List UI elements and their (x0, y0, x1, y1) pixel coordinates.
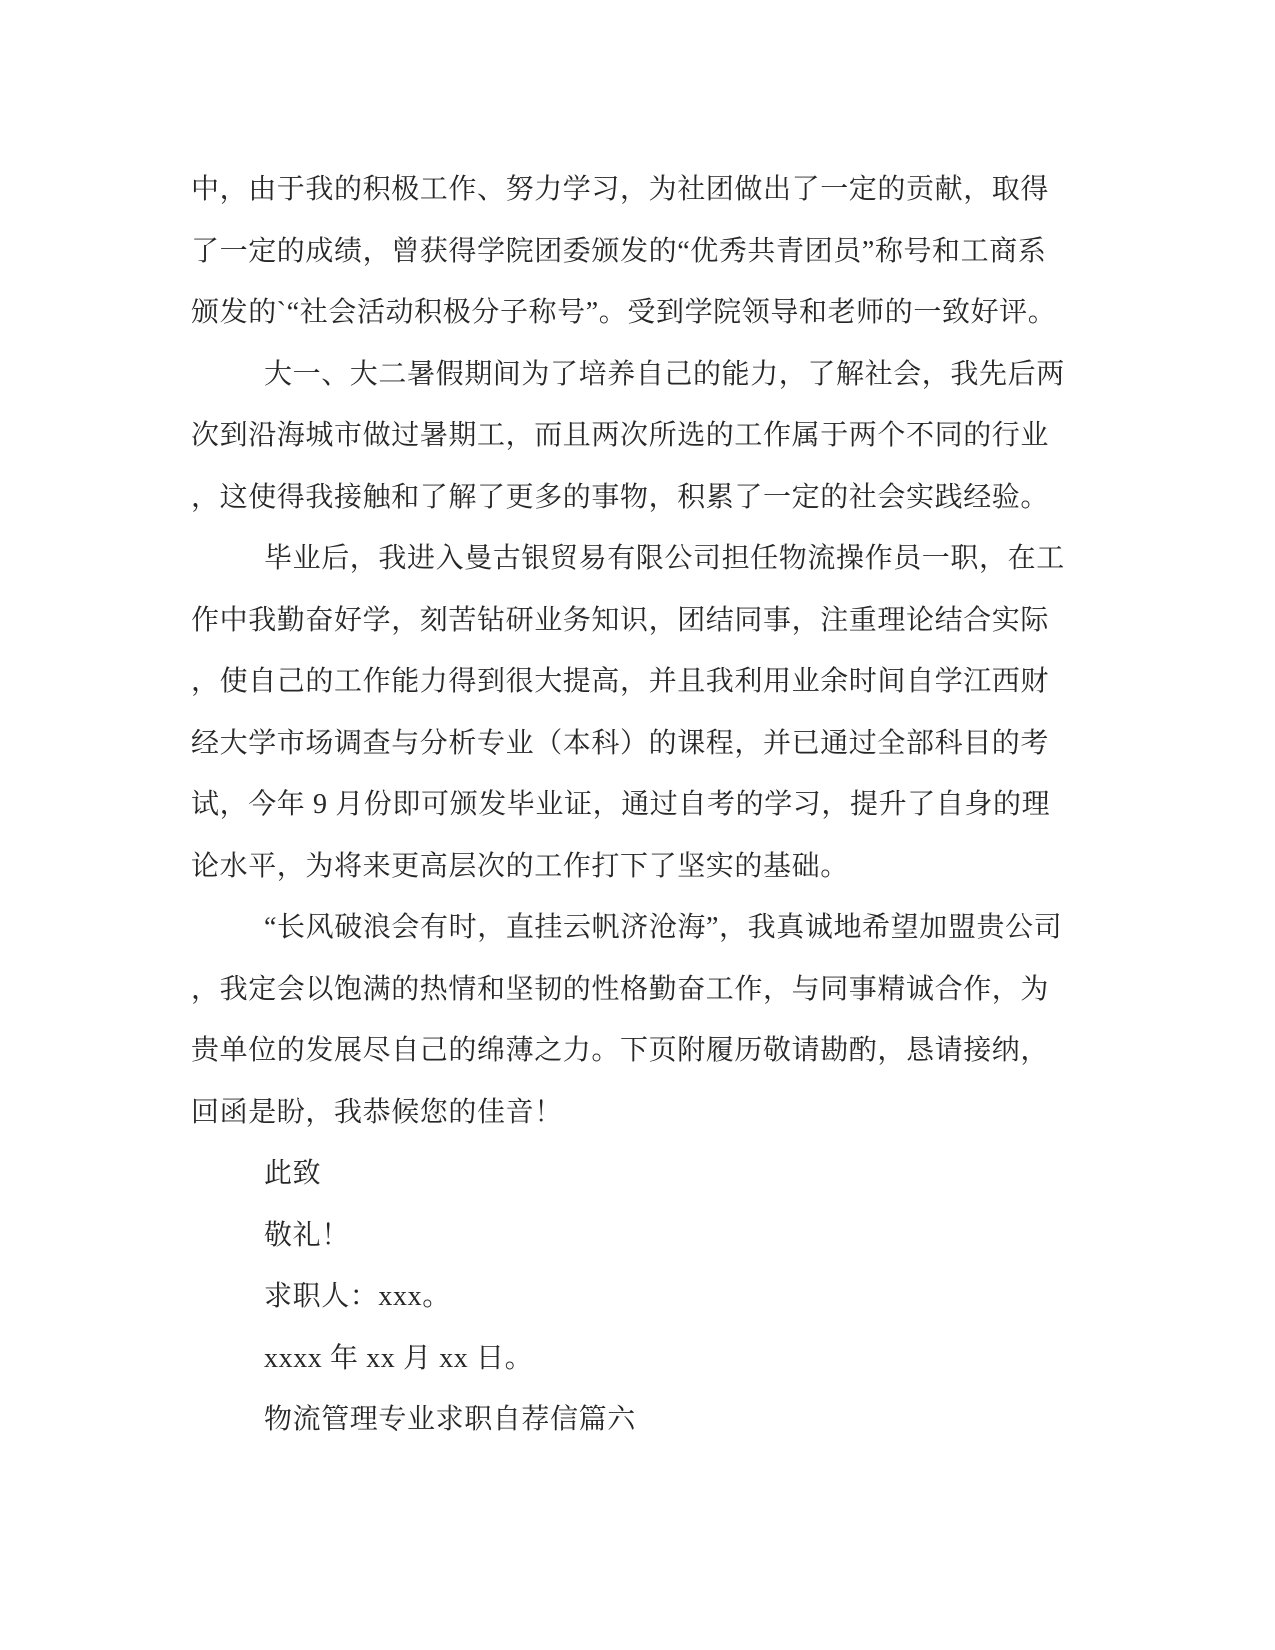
text-line: ，我定会以饱满的热情和坚韧的性格勤奋工作，与同事精诚合作，为 (191, 973, 1050, 1005)
text-line: 试，今年 9 月份即可颁发毕业证，通过自考的学习，提升了自身的理 (191, 789, 1051, 820)
text-line: 毕业后，我进入曼古银贸易有限公司担任物流操作员一职，在工 (264, 543, 1065, 574)
text-line: 中，由于我的积极工作、努力学习，为社团做出了一定的贡献，取得 (191, 174, 1050, 205)
date-line: xxxx 年 xx 月 xx 日。 (264, 1342, 534, 1374)
closing-salutation: 此致 (264, 1158, 322, 1189)
text-line: 了一定的成绩，曾获得学院团委颁发的“优秀共青团员”称号和工商系 (191, 235, 1047, 267)
letter-body (191, 159, 1065, 1451)
signature-line: 求职人：xxx。 (264, 1281, 451, 1312)
text-line: “长风破浪会有时，直挂云帆济沧海”，我真诚地希望加盟贵公司 (264, 912, 1063, 943)
text-line: 回函是盼，我恭候您的佳音！ (191, 1096, 563, 1128)
text-line: 颁发的`“社会活动积极分子称号”。受到学院领导和老师的一致好评。 (191, 297, 1057, 328)
text-line: 论水平，为将来更高层次的工作打下了坚实的基础。 (191, 850, 849, 882)
text-line: 经大学市场调查与分析专业（本科）的课程，并已通过全部科目的考 (191, 727, 1050, 759)
text-line: 贵单位的发展尽自己的绵薄之力。下页附履历敬请勘酌，恳请接纳， (191, 1035, 1050, 1066)
closing-regards: 敬礼！ (264, 1219, 350, 1251)
next-section-title: 物流管理专业求职自荐信篇六 (264, 1404, 636, 1435)
text-line: ，使自己的工作能力得到很大提高，并且我利用业余时间自学江西财 (191, 666, 1050, 697)
text-line: 作中我勤奋好学，刻苦钻研业务知识，团结同事，注重理论结合实际 (191, 604, 1050, 636)
text-line: 次到沿海城市做过暑期工，而且两次所选的工作属于两个不同的行业 (191, 420, 1050, 451)
text-line: ，这使得我接触和了解了更多的事物，积累了一定的社会实践经验。 (191, 481, 1050, 513)
text-line: 大一、大二暑假期间为了培养自己的能力，了解社会，我先后两 (264, 358, 1065, 390)
